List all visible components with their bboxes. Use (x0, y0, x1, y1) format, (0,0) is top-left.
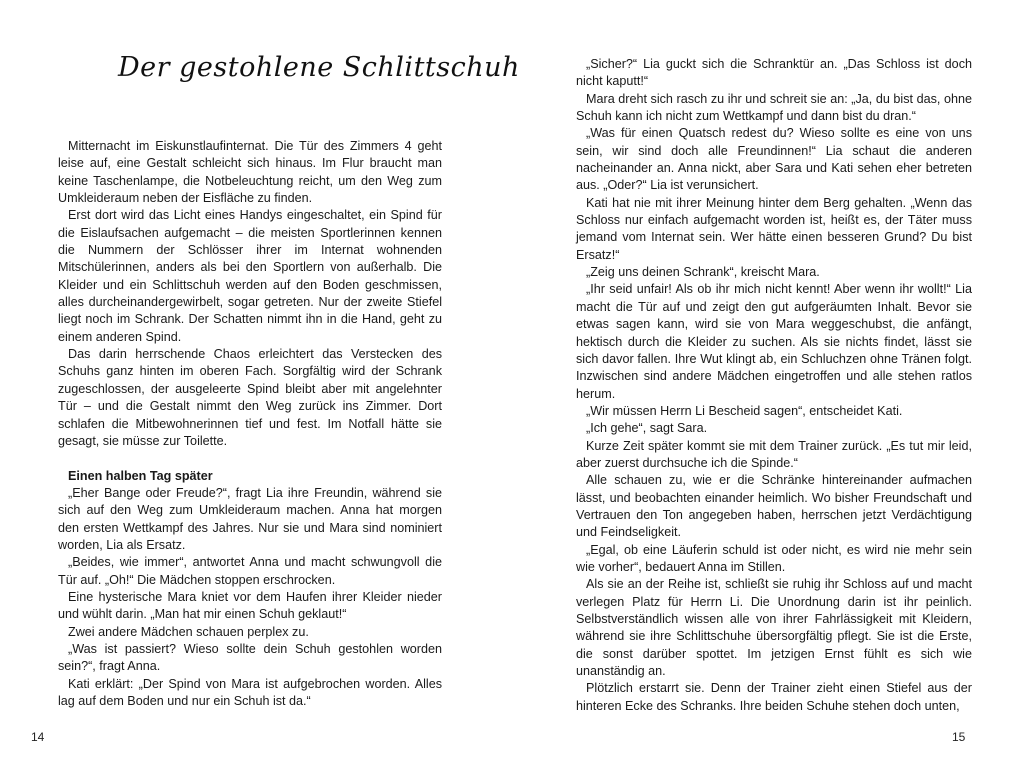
paragraph: Kati hat nie mit ihrer Meinung hinter dem Berg gehalten. „Wenn das Schloss nur einfach aufgemacht worden ist, heißt es, der Täter muss jemand vom Internat sein. Wer hätte einen besseren Grund? Du bist Ersatz!“ (576, 195, 972, 262)
paragraph: „Ich gehe“, sagt Sara. (586, 421, 708, 436)
page-number: 15 (952, 730, 966, 744)
paragraph: Erst dort wird das Licht eines Handys eingeschaltet, ein Spind für die Eislaufsachen aufgemacht – die meisten Sportlerinnen kennen die Nummern der Schlösser ihrer im Internat wohnenden Mitschülerinnen, anders als bei den Sportlern von außerhalb. Die Kleider und ein Schlittschuh werden auf den Boden geschmissen, alles durcheinandergewirbelt, sogar getreten. Nur der zweite Stiefel liegt noch im Schrank. Der Schatten nimmt ihn in die Hand, geht zu einem anderen Spind. (58, 208, 442, 344)
left-text-column (58, 138, 442, 710)
right-page (510, 0, 1020, 767)
paragraph: „Sicher?“ Lia guckt sich die Schranktür an. „Das Schloss ist doch nicht kaputt!“ (576, 57, 972, 89)
paragraph: „Was für einen Quatsch redest du? Wieso sollte es eine von uns sein, wir sind doch alle Freundinnen!“ Lia schaut die anderen nacheinander an. Anna nickt, aber Sara und Kati sehen eher betreten aus. „Oder?“ Lia ist verunsichert. (576, 126, 972, 193)
paragraph: Das darin herrschende Chaos erleichtert das Verstecken des Schuhs ganz hinten im oberen Fach. Sorgfältig wird der Schrank zugeschlossen, der ausgeleerte Spind bleibt aber mit angelehnter Tür – und die Gestalt nimmt den Weg zurück ins Zimmer. Dort schlafen die Mitbewohnerinnen tief und fest. Im Notfall hätte sie gesagt, sie müsse zur Toilette. (58, 347, 442, 448)
paragraph: Zwei andere Mädchen schauen perplex zu. (68, 624, 309, 639)
right-text-column (576, 56, 972, 715)
paragraph: Kati erklärt: „Der Spind von Mara ist aufgebrochen worden. Alles lag auf dem Boden und nur ein Schuh ist da.“ (58, 676, 442, 708)
paragraph: „Ihr seid unfair! Als ob ihr mich nicht kennt! Aber wenn ihr wollt!“ Lia macht die Tür auf und zeigt den gut aufgeräumten Inhalt. Bevor sie etwas sagen kann, wird sie von Mara weggeschubst, die anfängt, hektisch durch die Kleider zu suchen. Als sie nichts findet, lässt sie sich davor fallen. Ihre Wut klingt ab, ein Schluchzen ohne Tränen folgt. Inzwischen sind andere Mädchen eingetroffen und alle stehen ratlos herum. (576, 282, 972, 401)
paragraph: „Zeig uns deinen Schrank“, kreischt Mara. (586, 265, 820, 280)
paragraph: Kurze Zeit später kommt sie mit dem Trainer zurück. „Es tut mir leid, aber zuerst durchsuche ich die Spinde.“ (576, 438, 972, 470)
paragraph: Als sie an der Reihe ist, schließt sie ruhig ihr Schloss auf und macht verlegen Platz für Herrn Li. Die Unordnung darin ist ihr peinlich. Selbstverständlich wissen alle von ihrer Fahrlässigkeit mit Kleidern, während sie ihre Schlittschuhe übersorgfältig pflegt. Sie ist die Erste, die sonst darüber spottet. Im jetzigen Ernst fühlt es sich wie unanständig an. (576, 577, 972, 679)
paragraph: Alle schauen zu, wie er die Schränke hintereinander aufmachen lässt, und beobachten einander heimlich. Wo bisher Freundschaft und Vertrauen den Ton angegeben haben, herrschen jetzt Verdächtigung und Feindseligkeit. (576, 473, 972, 540)
blank-line (58, 450, 442, 467)
paragraph: Mitternacht im Eiskunstlaufinternat. Die Tür des Zimmers 4 geht leise auf, eine Gestalt schleicht sich hinaus. Im Flur braucht man keine Taschenlampe, die Notbeleuchtung reicht, um den Weg zum Umkleideraum neben der Eisfläche zu finden. (58, 139, 442, 206)
paragraph: „Beides, wie immer“, antwortet Anna und macht schwungvoll die Tür auf. „Oh!“ Die Mädchen stoppen erschrocken. (58, 555, 442, 587)
paragraph: „Egal, ob eine Läuferin schuld ist oder nicht, es wird nie mehr sein wie vorher“, bedauert Anna im Stillen. (576, 542, 972, 574)
paragraph: „Eher Bange oder Freude?“, fragt Lia ihre Freundin, während sie sich auf den Weg zum Umkleideraum machen. Anna hat morgen den ersten Wettkampf des Jahres. Nur sie und Mara sind nominiert worden, Lia als Ersatz. (58, 485, 442, 552)
page-number: 14 (31, 730, 45, 744)
section-heading: Einen halben Tag später (68, 468, 213, 483)
paragraph: Mara dreht sich rasch zu ihr und schreit sie an: „Ja, du bist das, ohne Schuh kann ich nicht zum Wettkampf und dann bist du dran.“ (576, 91, 972, 124)
chapter-title: Der gestohlene Schlittschuh (118, 52, 520, 83)
paragraph: „Wir müssen Herrn Li Bescheid sagen“, entscheidet Kati. (586, 403, 903, 418)
paragraph: Eine hysterische Mara kniet vor dem Haufen ihrer Kleider nieder und wühlt darin. „Man hat mir einen Schuh geklaut!“ (58, 589, 442, 622)
paragraph: Plötzlich erstarrt sie. Denn der Trainer zieht einen Stiefel aus der hinteren Ecke des Schranks. Ihre beiden Schuhe stehen doch unten, (576, 681, 972, 713)
paragraph: „Was ist passiert? Wieso sollte dein Schuh gestohlen worden sein?“, fragt Anna. (58, 641, 442, 674)
